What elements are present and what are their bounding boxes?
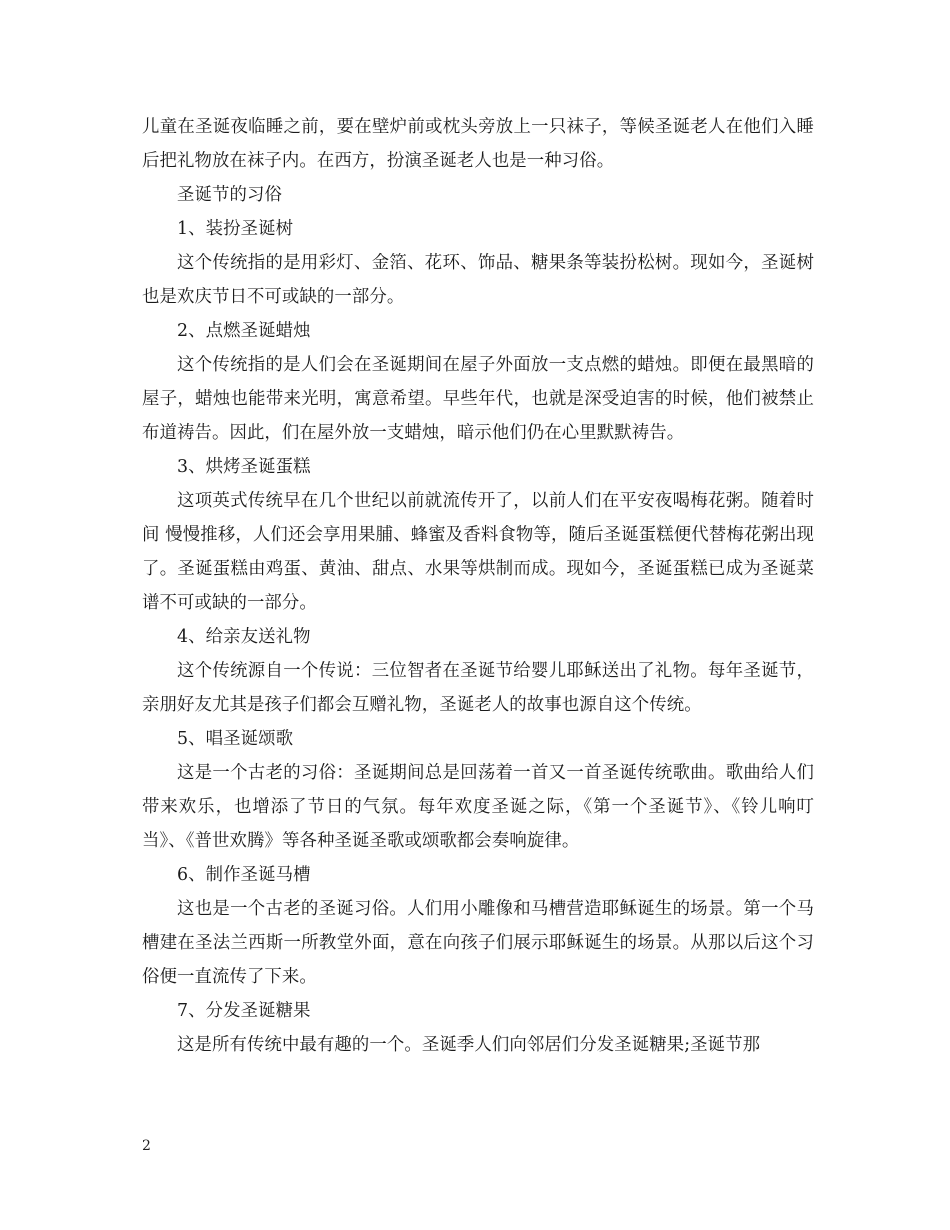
page-number: 2: [142, 1138, 151, 1154]
custom-heading-6: 6、制作圣诞马槽: [177, 865, 311, 885]
paragraph-intro-continuation: 儿童在圣诞夜临睡之前，要在壁炉前或枕头旁放上一只袜子，等候圣诞老人在他们入睡后把礼物放在袜子内。在西方，扮演圣诞老人也是一种习俗。: [142, 117, 814, 171]
custom-heading-7: 7、分发圣诞糖果: [177, 1001, 311, 1021]
custom-body-4: 这个传统源自一个传说：三位智者在圣诞节给婴儿耶稣送出了礼物。每年圣诞节，亲朋好友尤其是孩子们都会互赠礼物，圣诞老人的故事也源自这个传统。: [142, 661, 814, 715]
custom-body-3: 这项英式传统早在几个世纪以前就流传开了，以前人们在平安夜喝梅花粥。随着时间 慢慢推移，人们还会享用果脯、蜂蜜及香料食物等，随后圣诞蛋糕便代替梅花粥出现了。圣诞蛋糕由鸡蛋、黄油、甜点、水果等烘制而成。现如今，圣诞蛋糕已成为圣诞菜谱不可或缺的一部分。: [142, 491, 814, 613]
custom-body-7: 这是所有传统中最有趣的一个。圣诞季人们向邻居们分发圣诞糖果;圣诞节那: [177, 1035, 761, 1055]
custom-body-6: 这也是一个古老的圣诞习俗。人们用小雕像和马槽营造耶稣诞生的场景。第一个马槽建在圣法兰西斯一所教堂外面，意在向孩子们展示耶稣诞生的场景。从那以后这个习俗便一直流传了下来。: [142, 899, 814, 987]
custom-heading-4: 4、给亲友送礼物: [177, 627, 311, 647]
custom-heading-1: 1、装扮圣诞树: [177, 219, 294, 239]
document-body: [142, 110, 814, 1062]
custom-body-1: 这个传统指的是用彩灯、金箔、花环、饰品、糖果条等装扮松树。现如今，圣诞树也是欢庆节日不可或缺的一部分。: [142, 253, 814, 307]
custom-heading-2: 2、点燃圣诞蜡烛: [177, 321, 311, 341]
section-heading: 圣诞节的习俗: [177, 185, 282, 205]
custom-body-5: 这是一个古老的习俗：圣诞期间总是回荡着一首又一首圣诞传统歌曲。歌曲给人们带来欢乐，也增添了节日的气氛。每年欢度圣诞之际，《第一个圣诞节》、《铃儿响叮当》、《普世欢腾》等各种圣诞圣歌或颂歌都会奏响旋律。: [142, 763, 814, 851]
custom-body-2: 这个传统指的是人们会在圣诞期间在屋子外面放一支点燃的蜡烛。即便在最黑暗的屋子，蜡烛也能带来光明，寓意希望。早些年代，也就是深受迫害的时候，他们被禁止布道祷告。因此，们在屋外放一支蜡烛，暗示他们仍在心里默默祷告。: [142, 355, 814, 443]
custom-heading-5: 5、唱圣诞颂歌: [177, 729, 294, 749]
custom-heading-3: 3、烘烤圣诞蛋糕: [177, 457, 311, 477]
